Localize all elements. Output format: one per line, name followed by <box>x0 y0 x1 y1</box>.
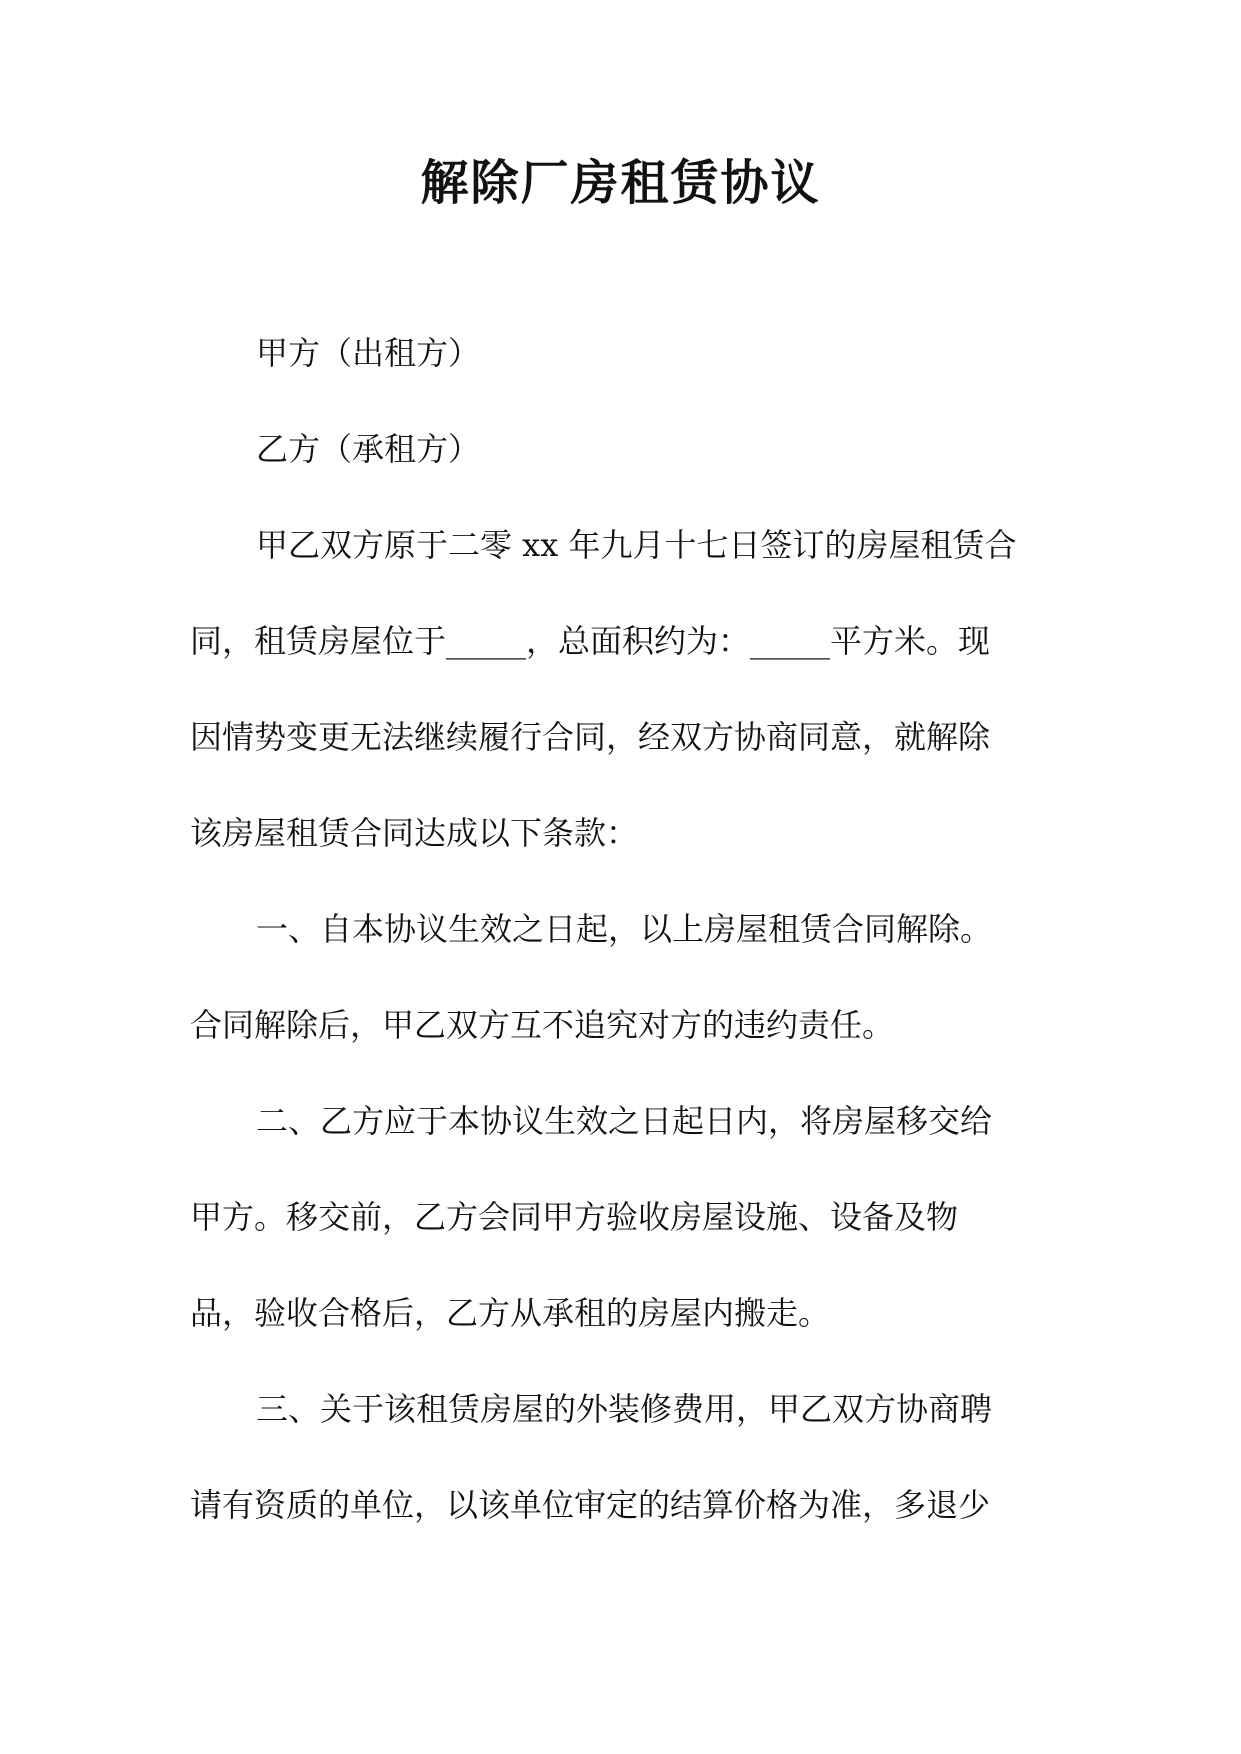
paragraph-intro <box>190 497 1040 881</box>
paragraph-line: 请有资质的单位，以该单位审定的结算价格为准，多退少 <box>190 1486 991 1524</box>
paragraph-line: 三、关于该租赁房屋的外装修费用，甲乙双方协商聘 <box>256 1390 993 1428</box>
clause-2 <box>190 1073 1040 1361</box>
paragraph-line: 同，租赁房屋位于_____，总面积约为：_____平方米。现 <box>190 622 991 660</box>
party-b-label: 乙方（承租方） <box>256 430 481 468</box>
document-title: 解除厂房租赁协议 <box>420 155 821 211</box>
clause-3 <box>190 1361 1040 1553</box>
document-body <box>190 305 1040 1553</box>
paragraph-line: 该房屋租赁合同达成以下条款： <box>190 814 639 852</box>
paragraph-line: 合同解除后，甲乙双方互不追究对方的违约责任。 <box>190 1006 895 1044</box>
paragraph-line: 品，验收合格后，乙方从承租的房屋内搬走。 <box>190 1294 831 1332</box>
paragraph-line: 甲方。移交前，乙方会同甲方验收房屋设施、设备及物 <box>190 1198 959 1236</box>
party-b-line <box>190 401 1040 497</box>
paragraph-line: 一、自本协议生效之日起，以上房屋租赁合同解除。 <box>256 910 993 948</box>
paragraph-line: 甲乙双方原于二零 xx 年九月十七日签订的房屋租赁合 <box>256 526 1017 564</box>
party-a-label: 甲方（出租方） <box>256 334 481 372</box>
clause-1 <box>190 881 1040 1073</box>
paragraph-line: 二、乙方应于本协议生效之日起日内，将房屋移交给 <box>256 1102 993 1140</box>
paragraph-line: 因情势变更无法继续履行合同，经双方协商同意，就解除 <box>190 718 991 756</box>
party-a-line <box>190 305 1040 401</box>
